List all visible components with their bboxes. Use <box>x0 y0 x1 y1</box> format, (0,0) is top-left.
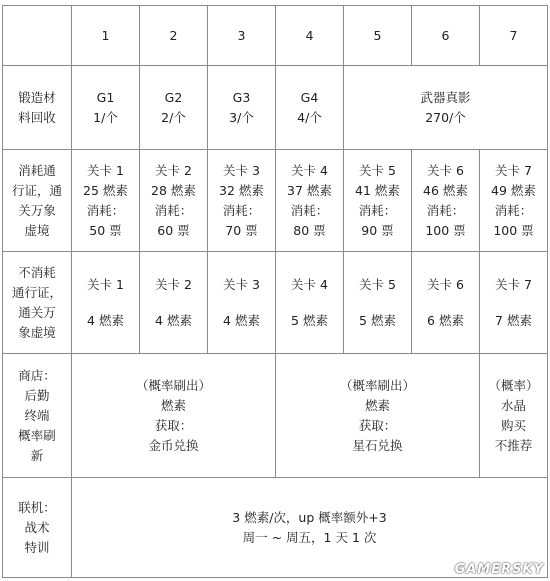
nopass-cell-line: 关卡 4 <box>291 276 328 292</box>
nopass-cell-line: 5 燃素 <box>291 312 328 328</box>
pass-cell-line: 消耗： <box>222 202 261 218</box>
coop-label-line: 特训 <box>24 539 50 555</box>
shop-cell-line: 星石兑换 <box>352 437 403 453</box>
pass-cell-line: 41 燃素 <box>355 182 400 198</box>
pass-cell-stage-6 <box>412 150 480 252</box>
pass-cell-line: 关卡 6 <box>427 162 464 178</box>
pass-cell-line: 消耗： <box>86 202 125 218</box>
pass-cell-line: 49 燃素 <box>491 182 536 198</box>
pass-cell-line: 70 票 <box>225 222 258 238</box>
nopass-cell-line: 关卡 6 <box>427 276 464 292</box>
pass-cell-line: 100 票 <box>493 222 534 238</box>
nopass-row <box>3 252 548 354</box>
nopass-cell-line: 关卡 7 <box>495 276 532 292</box>
pass-cell-stage-3 <box>208 150 276 252</box>
pass-cell-line: 80 票 <box>293 222 326 238</box>
pass-cell-line: 关卡 2 <box>155 162 192 178</box>
forge-cell-line: 武器真影 <box>420 89 471 105</box>
nopass-cell-stage-1 <box>72 252 140 354</box>
forge-cell-g4 <box>276 66 344 150</box>
shop-cell-line: 金币兑换 <box>148 437 199 453</box>
pass-cell-stage-4 <box>276 150 344 252</box>
nopass-cell-stage-6 <box>412 252 480 354</box>
pass-cell-line: 消耗： <box>154 202 193 218</box>
shop-label-line: 终端 <box>24 407 50 423</box>
nopass-cell-line: 关卡 3 <box>223 276 260 292</box>
coop-label-line: 联机： <box>18 499 56 515</box>
shop-label <box>3 354 72 478</box>
forge-cell-line: 4/个 <box>297 109 322 125</box>
pass-cell-stage-1 <box>72 150 140 252</box>
shop-cell-line: 获取： <box>358 417 397 433</box>
forge-label <box>3 66 72 150</box>
pass-cell-line: 关卡 4 <box>291 162 328 178</box>
coop-cell-line: 3 燃素/次，up 概率额外+3 <box>232 509 387 525</box>
forge-cell-line: G4 <box>300 89 319 105</box>
col-header-5: 5 <box>344 6 412 66</box>
nopass-cell-stage-7 <box>480 252 548 354</box>
pass-cell-line: 关卡 3 <box>223 162 260 178</box>
nopass-cell-line: 4 燃素 <box>87 312 124 328</box>
header-row <box>3 6 548 66</box>
shop-label-line: 新 <box>30 447 44 463</box>
watermark-logo: GAMERSKY <box>454 562 544 577</box>
pass-cell-line: 46 燃素 <box>423 182 468 198</box>
shop-cell-line: 获取： <box>154 417 193 433</box>
pass-cell-line: 60 票 <box>157 222 190 238</box>
shop-row <box>3 354 548 478</box>
nopass-label-line: 不消耗 <box>18 264 56 280</box>
nopass-cell-line: 关卡 5 <box>359 276 396 292</box>
pass-cell-stage-2 <box>140 150 208 252</box>
nopass-label <box>3 252 72 354</box>
pass-cell-line: 消耗： <box>426 202 465 218</box>
nopass-cell-line: 关卡 2 <box>155 276 192 292</box>
cell-gap <box>74 295 137 311</box>
coop-label-line: 战术 <box>24 519 50 535</box>
cell-gap <box>414 295 477 311</box>
cell-gap <box>346 295 409 311</box>
col-header-6: 6 <box>412 6 480 66</box>
pass-cell-line: 消耗： <box>358 202 397 218</box>
shop-label-line: 商店： <box>18 367 56 383</box>
cell-gap <box>482 295 545 311</box>
shop-cell-line: 水晶 <box>500 397 526 413</box>
nopass-label-line: 通关万 <box>18 304 56 320</box>
pass-label-line: 虚境 <box>24 222 50 238</box>
pass-cell-line: 消耗： <box>290 202 329 218</box>
forge-label-line: 锻造材 <box>18 89 56 105</box>
shop-label-line: 后勤 <box>24 387 50 403</box>
col-header-7: 7 <box>480 6 548 66</box>
pass-cell-line: 28 燃素 <box>151 182 196 198</box>
shop-cell-line: （概率刷出） <box>339 377 415 393</box>
forge-cell-weapon-shadow <box>344 66 548 150</box>
forge-row <box>3 66 548 150</box>
pass-cell-line: 100 票 <box>425 222 466 238</box>
pass-cell-line: 32 燃素 <box>219 182 264 198</box>
pass-cell-line: 90 票 <box>361 222 394 238</box>
coop-label <box>3 478 72 578</box>
forge-cell-line: 2/个 <box>161 109 186 125</box>
cell-gap <box>142 295 205 311</box>
pass-label <box>3 150 72 252</box>
cell-gap <box>210 295 273 311</box>
forge-cell-line: 3/个 <box>229 109 254 125</box>
pass-label-line: 消耗通 <box>18 162 56 178</box>
nopass-cell-stage-5 <box>344 252 412 354</box>
shop-cell-crystal <box>480 354 548 478</box>
pass-cell-line: 50 票 <box>89 222 122 238</box>
shop-cell-line: 燃素 <box>364 397 390 413</box>
forge-cell-line: 1/个 <box>93 109 118 125</box>
nopass-label-line: 象虚境 <box>18 324 56 340</box>
nopass-cell-line: 5 燃素 <box>359 312 396 328</box>
pass-cell-line: 37 燃素 <box>287 182 332 198</box>
col-header-4: 4 <box>276 6 344 66</box>
forge-cell-line: 270/个 <box>425 109 466 125</box>
pass-cell-line: 25 燃素 <box>83 182 128 198</box>
shop-cell-line: （概率刷出） <box>135 377 211 393</box>
shop-cell-line: 不推荐 <box>494 437 533 453</box>
forge-cell-line: G1 <box>96 89 115 105</box>
resource-table <box>2 5 548 578</box>
pass-cell-line: 关卡 7 <box>495 162 532 178</box>
pass-cell-line: 消耗： <box>494 202 533 218</box>
shop-label-line: 概率刷 <box>18 427 56 443</box>
pass-cell-stage-7 <box>480 150 548 252</box>
pass-cell-stage-5 <box>344 150 412 252</box>
nopass-cell-line: 4 燃素 <box>155 312 192 328</box>
nopass-cell-line: 4 燃素 <box>223 312 260 328</box>
forge-cell-line: G3 <box>232 89 251 105</box>
shop-cell-line: （概率） <box>488 377 539 393</box>
col-header-1: 1 <box>72 6 140 66</box>
forge-label-line: 料回收 <box>18 109 56 125</box>
pass-cell-line: 关卡 1 <box>87 162 124 178</box>
nopass-cell-line: 关卡 1 <box>87 276 124 292</box>
nopass-cell-line: 7 燃素 <box>495 312 532 328</box>
nopass-cell-stage-3 <box>208 252 276 354</box>
shop-cell-line: 燃素 <box>160 397 186 413</box>
shop-cell-star-exchange <box>276 354 480 478</box>
corner-cell <box>3 6 72 66</box>
col-header-2: 2 <box>140 6 208 66</box>
forge-cell-g2 <box>140 66 208 150</box>
nopass-cell-line: 6 燃素 <box>427 312 464 328</box>
col-header-3: 3 <box>208 6 276 66</box>
forge-cell-g3 <box>208 66 276 150</box>
nopass-cell-stage-4 <box>276 252 344 354</box>
pass-cell-line: 关卡 5 <box>359 162 396 178</box>
pass-row <box>3 150 548 252</box>
pass-label-line: 行证，通 <box>11 182 62 198</box>
pass-label-line: 关万象 <box>18 202 56 218</box>
nopass-cell-stage-2 <box>140 252 208 354</box>
forge-cell-g1 <box>72 66 140 150</box>
coop-cell-line: 周一 ~ 周五，1 天 1 次 <box>242 529 377 545</box>
shop-cell-gold-exchange <box>72 354 276 478</box>
shop-cell-line: 购买 <box>500 417 526 433</box>
forge-cell-line: G2 <box>164 89 183 105</box>
cell-gap <box>278 295 341 311</box>
nopass-label-line: 通行证， <box>11 284 62 300</box>
